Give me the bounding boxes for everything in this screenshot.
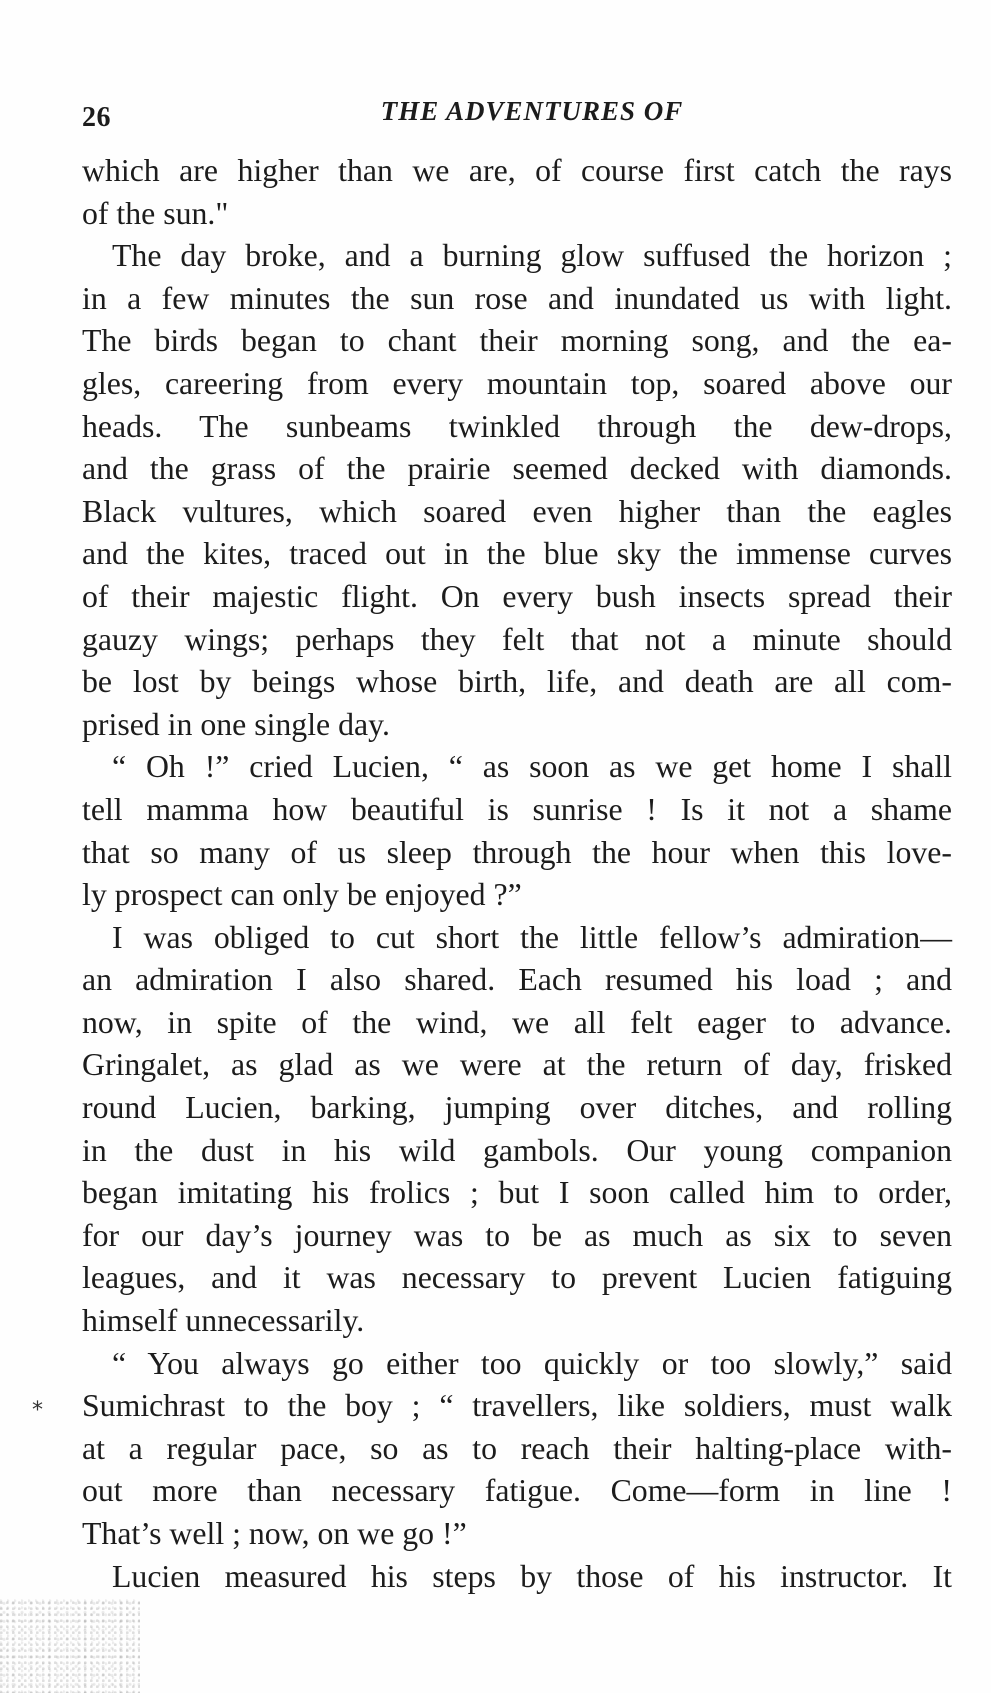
text-line: of their majestic flight. On every bush insects spread their <box>82 578 952 614</box>
text-line: an admiration I also shared. Each resumed his load ; and <box>82 962 952 998</box>
text-line: gles, careering from every mountain top, soared above our <box>82 365 952 401</box>
text-line: gauzy wings; perhaps they felt that not a minute should <box>82 621 952 657</box>
page-number: 26 <box>82 102 111 133</box>
text-line: ly prospect can only be enjoyed ?” <box>82 877 522 913</box>
text-line: leagues, and it was necessary to prevent Lucien fatiguing <box>82 1260 952 1296</box>
text-line: of the sun." <box>82 195 229 231</box>
body-text <box>82 150 952 1598</box>
text-line: Lucien measured his steps by those of his instructor. It <box>112 1558 952 1594</box>
text-line: that so many of us sleep through the hour when this love- <box>82 834 952 870</box>
text-line: Gringalet, as glad as we were at the return of day, frisked <box>82 1047 952 1083</box>
running-title: THE ADVENTURES OF <box>380 96 684 126</box>
text-line: out more than necessary fatigue. Come—form in line ! <box>82 1473 952 1509</box>
text-line: be lost by beings whose birth, life, and death are all com- <box>82 664 952 700</box>
text-line: The day broke, and a burning glow suffused the horizon ; <box>112 238 952 274</box>
text-line: now, in spite of the wind, we all felt eager to advance. <box>82 1004 952 1040</box>
text-line: Black vultures, which soared even higher than the eagles <box>82 493 952 529</box>
text-line: I was obliged to cut short the little fellow’s admiration— <box>112 919 952 955</box>
text-line: himself unnecessarily. <box>82 1303 365 1339</box>
margin-asterisk: * <box>32 1398 43 1423</box>
paper-speckle <box>0 1598 140 1693</box>
text-line: “ You always go either too quickly or too slowly,” said <box>112 1345 952 1381</box>
text-line: began imitating his frolics ; but I soon called him to order, <box>82 1175 952 1211</box>
text-line: in the dust in his wild gambols. Our young companion <box>82 1132 952 1168</box>
text-line: round Lucien, barking, jumping over ditches, and rolling <box>82 1090 952 1126</box>
text-line: at a regular pace, so as to reach their halting-place with- <box>82 1430 952 1466</box>
text-line: which are higher than we are, of course first catch the rays <box>82 153 952 188</box>
text-line: tell mamma how beautiful is sunrise ! Is it not a shame <box>82 791 952 827</box>
text-line: Sumichrast to the boy ; “ travellers, like soldiers, must walk <box>82 1388 952 1424</box>
text-line: The birds began to chant their morning song, and the ea- <box>82 323 952 359</box>
text-line: and the grass of the prairie seemed decked with diamonds. <box>82 451 952 487</box>
text-line: That’s well ; now, on we go !” <box>82 1516 467 1551</box>
text-line: and the kites, traced out in the blue sky the immense curves <box>82 536 952 572</box>
text-line: “ Oh !” cried Lucien, “ as soon as we get home I shall <box>112 749 952 785</box>
text-line: for our day’s journey was to be as much as six to seven <box>82 1217 952 1253</box>
text-line: heads. The sunbeams twinkled through the dew-drops, <box>82 408 952 444</box>
text-line: in a few minutes the sun rose and inundated us with light. <box>82 280 952 316</box>
text-line: prised in one single day. <box>82 706 390 742</box>
page-header <box>82 96 952 136</box>
